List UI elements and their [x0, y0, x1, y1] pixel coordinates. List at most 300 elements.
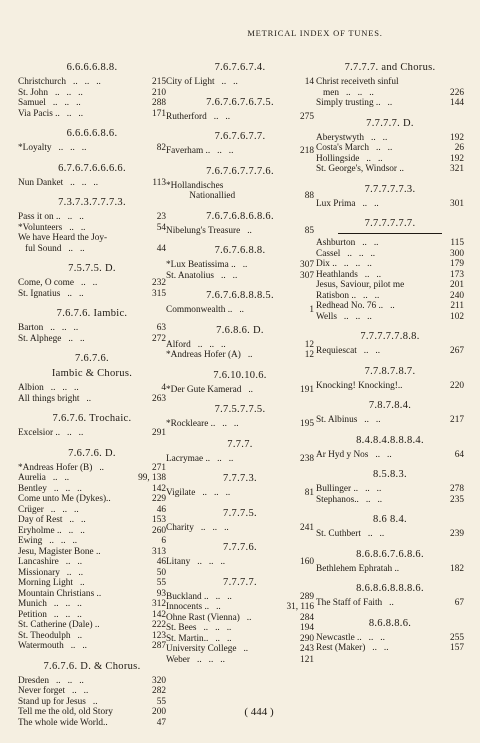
hymn-number: 210 [152, 87, 166, 98]
hymn-number: 1 [309, 305, 314, 315]
tune-name: Ar Hyd y Nos .. .. [316, 449, 392, 460]
tune-entry [18, 383, 166, 394]
tune-entry [18, 223, 166, 234]
hymn-number: 63 [156, 323, 166, 333]
meter-section [316, 62, 464, 109]
meter-section [166, 439, 314, 465]
tune-entry [18, 536, 166, 547]
hymn-number: 287 [152, 641, 166, 651]
meter-heading: 7.6.7.6.7.4. [214, 62, 266, 73]
meter-heading: 7.7.7.7.7.8.8. [360, 331, 420, 342]
meter-section [166, 211, 314, 237]
tune-name: *Loyalty .. .. .. [18, 143, 87, 153]
hymn-number: 121 [300, 654, 314, 665]
tune-name: *Lux Beatissima .. .. [166, 260, 248, 270]
tune-entry [316, 495, 464, 506]
tune-name: Rest (Maker) .. .. [316, 643, 389, 653]
tune-entry [316, 643, 464, 654]
tune-name: Dix .. .. .. .. [316, 259, 372, 269]
hymn-number: 232 [152, 278, 166, 288]
tune-name: Bullinger .. .. .. [316, 484, 382, 494]
tune-entry [18, 568, 166, 579]
tune-entry [166, 146, 314, 157]
meter-section [316, 549, 464, 575]
tune-name: All things bright .. [18, 393, 92, 404]
meter-section [316, 400, 464, 426]
tune-entry [18, 494, 166, 505]
tune-entry [18, 578, 166, 589]
tune-entry [166, 181, 314, 192]
meter-section [18, 448, 166, 652]
tune-name: Ashburton .. .. [316, 238, 379, 248]
hymn-number: 288 [152, 98, 166, 108]
tune-name: St. George's, Windsor .. [316, 164, 404, 174]
tune-name: *Volunteers .. .. [18, 222, 86, 233]
tune-entry [316, 238, 464, 249]
tune-name: Via Pacis .. .. .. [18, 108, 84, 119]
tune-name: Vigilate .. .. .. [166, 488, 231, 498]
hymn-number: 26 [454, 143, 464, 153]
tune-entry [166, 305, 314, 316]
hymn-number: 54 [156, 222, 166, 233]
meter-section [316, 469, 464, 505]
hymn-number: 93 [156, 588, 166, 599]
tune-name: Munich .. .. .. [18, 599, 82, 609]
meter-heading: 7.6.7.6. D. [68, 447, 116, 459]
tune-name: Heathlands .. .. [316, 269, 382, 280]
hymn-number: 313 [152, 546, 166, 557]
hymn-number: 6 [161, 536, 166, 546]
tune-entry [316, 415, 464, 426]
meter-section [166, 166, 314, 202]
tune-entry [166, 191, 314, 202]
index-column-2 [166, 62, 314, 674]
meter-section [166, 245, 314, 281]
tune-entry [18, 244, 166, 255]
meter-heading: 6.7.6.7.6.6.6.6. [58, 162, 126, 174]
hymn-number: 55 [156, 578, 166, 588]
hymn-number: 291 [152, 428, 166, 438]
tune-entry [316, 164, 464, 175]
meter-section [18, 263, 166, 299]
tune-name: Pass it on .. .. .. [18, 212, 84, 222]
page-footer [0, 706, 480, 718]
hymn-number: 321 [450, 164, 464, 174]
tune-name: Tell me the old, old Story [18, 707, 113, 717]
tune-name: Commonwealth .. .. [166, 305, 244, 315]
meter-heading: 7.6.7.6.7.7. [214, 131, 266, 142]
tune-name: Ewing .. .. .. [18, 536, 78, 546]
tune-entry [18, 515, 166, 526]
meter-heading: 7.6.10.10.6. [213, 369, 267, 381]
tune-entry [18, 394, 166, 405]
tune-name: Barton .. .. .. [18, 323, 79, 333]
meter-heading: 7.7.7.6. [223, 542, 257, 553]
index-column-1 [18, 62, 166, 737]
hymn-number: 173 [450, 269, 464, 280]
hymn-number: 144 [450, 98, 464, 108]
meter-heading: 7.6.8.6. D. [216, 324, 264, 336]
tune-name: St. John .. .. .. [18, 87, 83, 98]
tune-entry [316, 154, 464, 165]
tune-name: Faverham .. .. .. [166, 146, 234, 156]
meter-heading: 7.7.8.7.8.7. [364, 365, 416, 377]
tune-entry [18, 484, 166, 495]
tune-name: men .. .. .. [316, 87, 374, 98]
hymn-number: 192 [450, 153, 464, 164]
tune-entry [316, 291, 464, 302]
meter-heading: 7.7.7.7. [223, 576, 257, 588]
tune-name: Wells .. .. .. [316, 311, 372, 322]
hymn-number: 211 [450, 301, 464, 311]
hymn-number: 67 [454, 598, 464, 608]
tune-name: *Andreas Hofer (B) .. [18, 462, 104, 473]
hymn-number: 222 [152, 620, 166, 630]
meter-section [316, 331, 464, 357]
tune-entry [166, 226, 314, 237]
tune-name: St. Ignatius .. .. [18, 288, 84, 299]
meter-section [18, 353, 166, 404]
meter-heading: 7.6.7.6.7.7.7.6. [206, 165, 274, 177]
tune-entry [316, 598, 464, 609]
tune-entry [18, 289, 166, 300]
meter-heading: 8.6 8.4. [373, 514, 407, 525]
tune-name: Day of Rest .. .. [18, 515, 86, 525]
tune-name: Aurelia .. .. [18, 473, 70, 483]
hymn-number [311, 181, 314, 192]
tune-entry [166, 488, 314, 499]
tune-entry [316, 259, 464, 270]
hymn-number: 278 [450, 484, 464, 494]
meter-section [316, 184, 464, 210]
tune-entry [18, 109, 166, 120]
tune-entry [18, 463, 166, 474]
meter-section [316, 435, 464, 461]
tune-name: St. Theodulph .. [18, 630, 83, 641]
tune-entry [316, 98, 464, 109]
meter-heading: 7.6.7.6. D. & Chorus. [43, 660, 141, 672]
tune-name: Come, O come .. .. [18, 278, 98, 288]
hymn-number: 102 [450, 311, 464, 322]
tune-name: The Staff of Faith .. [316, 598, 394, 608]
tune-name: Hollingside .. .. [316, 153, 383, 164]
running-title: METRICAL INDEX OF TUNES. [247, 28, 383, 38]
tune-name: ful Sound .. .. [18, 243, 85, 254]
hymn-number: 31, 116 [286, 602, 314, 612]
meter-heading: 7.3.7.3.7.7.7.3. [58, 197, 126, 208]
tune-name: Rutherford .. .. [166, 111, 231, 122]
tune-entry [18, 178, 166, 189]
tune-entry [166, 454, 314, 465]
meter-section [18, 128, 166, 154]
hymn-number: 272 [152, 333, 166, 344]
tune-entry [18, 323, 166, 334]
hymn-number: 157 [450, 643, 464, 653]
tune-entry [166, 340, 314, 351]
tune-entry [316, 346, 464, 357]
meter-heading: 7.7.7.7. and Chorus. [344, 62, 436, 73]
tune-name: Nationallied [166, 191, 236, 201]
hymn-number: 226 [450, 87, 464, 98]
hymn-number: 200 [152, 707, 166, 717]
meter-heading: 7.5.7.5. D. [68, 263, 116, 274]
hymn-number: 123 [152, 630, 166, 641]
hymn-number: 229 [152, 494, 166, 504]
tune-name: Albion .. .. .. [18, 383, 79, 393]
tune-entry [18, 599, 166, 610]
tune-entry [18, 686, 166, 697]
tune-entry [18, 334, 166, 345]
tune-entry [316, 270, 464, 281]
tune-entry [316, 381, 464, 392]
tune-entry [316, 564, 464, 575]
tune-name: Bentley .. .. .. [18, 483, 82, 494]
hymn-number: 220 [450, 380, 464, 391]
tune-name: Weber .. .. .. [166, 654, 225, 665]
hymn-number: 12 [304, 339, 314, 350]
tune-name: Simply trusting .. .. [316, 98, 393, 108]
tune-name: Newcastle .. .. .. [316, 632, 385, 643]
hymn-number: 267 [450, 346, 464, 356]
meter-section [166, 131, 314, 157]
tune-entry [18, 641, 166, 652]
meter-heading: 7.6.7.6. Trochaic. [52, 413, 132, 424]
meter-heading: 8.6.8.8.6. [368, 617, 412, 629]
tune-entry [18, 143, 166, 154]
heading-rule [338, 233, 442, 234]
hymn-number: 218 [300, 146, 314, 156]
hymn-number: 115 [450, 238, 464, 248]
hymn-number: 307 [300, 270, 314, 281]
hymn-number: 235 [450, 494, 464, 505]
tune-entry [18, 557, 166, 568]
meter-section [316, 218, 464, 322]
meter-section [316, 118, 464, 175]
meter-heading: 7.6.7.6. Iambic. [56, 308, 128, 319]
hymn-number: 153 [152, 515, 166, 525]
tune-entry [18, 233, 166, 244]
tune-name: Alford .. .. .. [166, 339, 226, 350]
tune-name: We have Heard the Joy- [18, 233, 108, 243]
tune-entry [166, 350, 314, 361]
hymn-number: 88 [304, 191, 314, 201]
tune-name: *Andreas Hofer (A) .. [166, 350, 253, 360]
meter-section [166, 370, 314, 396]
tune-name: University College .. [166, 644, 249, 654]
tune-entry [18, 676, 166, 687]
meter-section [166, 290, 314, 316]
hymn-number: 47 [156, 717, 166, 728]
hymn-number: 263 [152, 393, 166, 404]
tune-name: Morning Light .. [18, 578, 85, 588]
tune-entry [166, 112, 314, 123]
tune-name: Christchurch .. .. .. [18, 77, 101, 87]
tune-name: Christ receiveth sinful [316, 77, 399, 87]
hymn-number: 179 [450, 259, 464, 269]
tune-name: St. Albinus .. .. [316, 415, 381, 425]
tune-entry [166, 592, 314, 603]
hymn-number: 4 [161, 383, 166, 393]
tune-entry [166, 613, 314, 624]
meter-heading: 7.6.7.6.7.6.7.5. [206, 96, 274, 108]
meter-heading: 7.6.7.6.8.8. [214, 245, 266, 256]
tune-entry [166, 419, 314, 430]
tune-entry [166, 655, 314, 666]
meter-section [166, 97, 314, 123]
tune-name: Lancashire .. .. [18, 557, 83, 567]
hymn-number: 81 [304, 488, 314, 498]
hymn-number: 142 [152, 483, 166, 494]
meter-section [316, 366, 464, 392]
hymn-number: 255 [450, 632, 464, 643]
hymn-number: 64 [454, 449, 464, 460]
tune-name: Buckland .. .. .. [166, 591, 232, 602]
tune-name: Petition .. .. .. [18, 609, 82, 620]
tune-name: St. Cuthbert .. .. [316, 529, 385, 539]
meter-heading: 6.6.6.6.8.8. [66, 62, 118, 73]
tune-name: The whole wide World.. [18, 717, 108, 728]
meter-section [316, 514, 464, 540]
hymn-number: 191 [300, 384, 314, 395]
tune-entry [316, 77, 464, 88]
tune-name: *Hollandisches [166, 180, 224, 191]
meter-heading: 7.7.7.3. [223, 473, 257, 484]
tune-entry [166, 271, 314, 282]
meter-section [18, 163, 166, 189]
tune-entry [166, 260, 314, 271]
tune-entry [166, 557, 314, 568]
hymn-number: 192 [450, 132, 464, 143]
tune-entry [316, 301, 464, 312]
hymn-number: 241 [300, 522, 314, 533]
hymn-number: 201 [450, 280, 464, 290]
tune-name: Requiescat .. .. [316, 346, 381, 356]
hymn-number: 301 [450, 198, 464, 209]
hymn-number: 217 [450, 415, 464, 425]
meter-section [18, 308, 166, 344]
tune-entry [316, 88, 464, 99]
hymn-number: 85 [304, 225, 314, 236]
tune-name: Jesus, Saviour, pilot me [316, 280, 405, 290]
tune-name: St. Martin.. .. .. [166, 633, 232, 644]
hymn-number: 260 [152, 525, 166, 536]
meter-section [166, 508, 314, 534]
hymn-number: 195 [300, 419, 314, 429]
tune-name: *Rockleare .. .. .. [166, 419, 239, 429]
meter-section [316, 618, 464, 654]
tune-name: St. Anatolius .. .. [166, 270, 238, 281]
hymn-number: 320 [152, 675, 166, 686]
tune-name: Missionary .. .. [18, 567, 84, 578]
meter-heading: 7.6.7.6. [75, 353, 109, 364]
tune-entry [18, 473, 166, 484]
hymn-number: 82 [156, 143, 166, 153]
meter-heading: 8.4.8.4.8.8.8.4. [356, 434, 424, 446]
tune-entry [18, 631, 166, 642]
meter-section [166, 325, 314, 361]
tune-name: *Der Gute Kamerad .. [166, 384, 253, 395]
tune-entry [18, 88, 166, 99]
meter-heading: 7.7.7.7. D. [366, 117, 414, 129]
tune-name: Redhead No. 76 .. .. [316, 301, 395, 311]
tune-name: Never forget .. .. [18, 686, 89, 696]
meter-section [166, 62, 314, 88]
tune-entry [166, 623, 314, 634]
meter-heading: 7.7.7.7.7.3. [364, 183, 416, 195]
hymn-number: 239 [450, 529, 464, 539]
tune-entry [316, 280, 464, 291]
hymn-number: 55 [156, 696, 166, 707]
tune-entry [18, 212, 166, 223]
meter-section [18, 197, 166, 254]
tune-entry [316, 484, 464, 495]
tune-name: Dresden .. .. .. [18, 675, 84, 686]
tune-entry [166, 634, 314, 645]
meter-heading: 7.7.7.7.7.7. [364, 218, 416, 229]
tune-entry [316, 199, 464, 210]
hymn-number: 307 [300, 260, 314, 270]
hymn-number: 284 [300, 612, 314, 623]
meter-subheading: Iambic & Chorus. [51, 368, 133, 379]
hymn-number: 14 [304, 77, 314, 87]
tune-entry [166, 523, 314, 534]
hymn-number: 238 [300, 453, 314, 464]
tune-name: Watermouth .. .. [18, 641, 87, 651]
tune-name: Cassel .. .. .. [316, 248, 376, 259]
hymn-number: 160 [300, 557, 314, 567]
tune-name: Innocents .. .. [166, 602, 221, 612]
tune-name: Ohne Rast (Vienna) .. [166, 612, 252, 623]
tune-name: Lux Prima .. .. [316, 198, 379, 209]
meter-section [18, 413, 166, 439]
tune-name: Costa's March .. .. [316, 143, 393, 153]
tune-entry [166, 385, 314, 396]
hymn-number: 46 [156, 557, 166, 567]
hymn-number [461, 77, 464, 88]
hymn-number: 44 [156, 243, 166, 254]
hymn-number: 289 [300, 591, 314, 602]
meter-heading: 7.6.7.6.8.6.8.6. [206, 210, 274, 222]
tune-name: City of Light .. .. [166, 77, 238, 87]
hymn-number: 182 [450, 563, 464, 574]
tune-entry [18, 505, 166, 516]
tune-name: Stand up for Jesus .. [18, 696, 98, 707]
hymn-number: 194 [300, 623, 314, 633]
hymn-number: 240 [450, 290, 464, 301]
hymn-number: 113 [152, 177, 166, 188]
meter-heading: 8.6.8.6.7.6.8.6. [356, 548, 424, 560]
tune-name: Jesu, Magister Bone .. [18, 546, 101, 557]
tune-name: Samuel .. .. .. [18, 98, 81, 108]
tune-entry [316, 529, 464, 540]
hymn-number: 290 [300, 633, 314, 644]
tune-name: Aberystwyth .. .. [316, 132, 388, 143]
tune-name: Stephanos.. .. .. [316, 494, 383, 505]
tune-entry [316, 133, 464, 144]
tune-entry [316, 450, 464, 461]
hymn-number: 275 [300, 111, 314, 122]
meter-section [166, 404, 314, 430]
tune-entry [166, 644, 314, 655]
tune-name: Come unto Me (Dykes).. [18, 494, 111, 504]
tune-name: Bethlehem Ephratah .. [316, 563, 400, 574]
tune-entry [18, 428, 166, 439]
hymn-number: 23 [156, 212, 166, 222]
tune-entry [18, 620, 166, 631]
hymn-number: 50 [156, 567, 166, 578]
tune-entry [18, 718, 166, 729]
meter-heading: 7.6.7.6.8.8.8.5. [206, 290, 274, 301]
